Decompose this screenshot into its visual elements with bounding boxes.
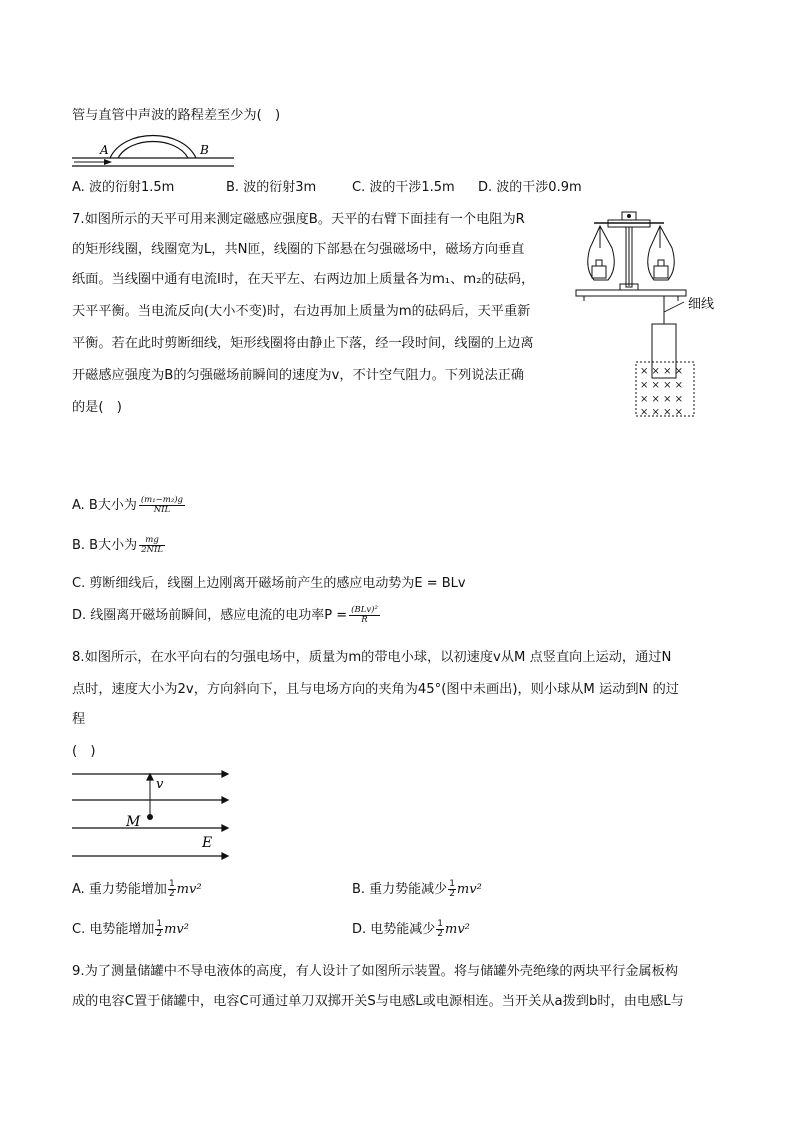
q6-option-b: B. 波的衍射3m bbox=[226, 180, 317, 195]
q8-line-4: ( ) bbox=[72, 744, 96, 759]
q9-line-2: 成的电容C置于储罐中，电容C可通过单刀双掷开关S与电感L或电源相连。当开关从a拨到b时，由电感L与 bbox=[72, 994, 684, 1009]
q6-label-a: A bbox=[100, 143, 109, 157]
svg-text:× × × ×: × × × × bbox=[640, 380, 684, 391]
q7-line-5: 平衡。若在此时剪断细线，矩形线圈将由静止下落，经一段时间，线圈的上边离 bbox=[72, 336, 534, 351]
q8-field-figure bbox=[72, 764, 232, 864]
q7-line-1: 7.如图所示的天平可用来测定磁感应强度B。天平的右臂下面挂有一个电阻为R bbox=[72, 212, 525, 227]
svg-text:× × × ×: × × × × bbox=[640, 366, 684, 377]
q7-line-7: 的是( ) bbox=[72, 400, 122, 415]
q7-option-c: C. 剪断细线后，线圈上边刚离开磁场前产生的感应电动势为E = BLv bbox=[72, 576, 466, 591]
q8-line-2: 点时，速度大小为2v，方向斜向下，且与电场方向的夹角为45°(图中未画出)，则小球从M 运动到N 的过 bbox=[72, 682, 679, 697]
q7-line-6: 开磁感应强度为B的匀强磁场前瞬间的速度为v，不计空气阻力。下列说法正确 bbox=[72, 368, 525, 383]
q7-line-2: 的矩形线圈，线圈宽为L，共N匝，线圈的下部悬在匀强磁场中，磁场方向垂直 bbox=[72, 242, 525, 257]
q7-balance-figure bbox=[572, 206, 732, 422]
q7-line-3: 纸面。当线圈中通有电流I时，在天平左、右两边加上质量各为m₁、m₂的砝码， bbox=[72, 272, 535, 287]
q6-option-c: C. 波的干涉1.5m bbox=[352, 180, 455, 195]
q8-line-1: 8.如图所示，在水平向右的匀强电场中，质量为m的带电小球，以初速度v从M 点竖直向上运动，通过N bbox=[72, 650, 672, 665]
q7-line-4: 天平平衡。当电流反向(大小不变)时，右边再加上质量为m的砝码后，天平重新 bbox=[72, 304, 531, 319]
q8-option-a: A. 重力势能增加 $\frac{1}{2}$ mv² bbox=[72, 879, 202, 899]
q8-option-d: D. 电势能减少 $\frac{1}{2}$ mv² bbox=[352, 919, 470, 939]
svg-text:× × × ×: × × × × bbox=[640, 394, 684, 405]
q8-label-m: M bbox=[126, 814, 141, 830]
q8-option-c: C. 电势能增加 $\frac{1}{2}$ mv² bbox=[72, 919, 189, 939]
q6-option-a: A. 波的衍射1.5m bbox=[72, 180, 175, 195]
svg-text:× × × ×: × × × × bbox=[640, 407, 684, 418]
q7-option-d: D. 线圈离开磁场前瞬间，感应电流的电功率P = $\frac{\text{(BLv)²}}{R}$ bbox=[72, 605, 378, 625]
q7-option-b: B. B大小为 $\frac{mg}{\text{2NIL}}$ bbox=[72, 535, 163, 555]
q8-option-b: B. 重力势能减少 $\frac{1}{2}$ mv² bbox=[352, 879, 482, 899]
q8-label-e: E bbox=[202, 835, 213, 851]
q6-label-b: B bbox=[200, 143, 209, 157]
q8-line-3: 程 bbox=[72, 712, 86, 727]
q7-option-a: A. B大小为 $\frac{\text{(m₁−m₂)g}}{\text{NIL}}$ bbox=[72, 495, 183, 515]
q7-thread-label: 细线 bbox=[688, 297, 715, 312]
q6-figure bbox=[72, 128, 237, 173]
q9-line-1: 9.为了测量储罐中不导电液体的高度，有人设计了如图所示装置。将与储罐外壳绝缘的两块平行金属板构 bbox=[72, 964, 679, 979]
q6-option-d: D. 波的干涉0.9m bbox=[478, 180, 582, 195]
q8-label-v: v bbox=[156, 777, 164, 792]
q6-stem-tail: 管与直管中声波的路程差至少为( ) bbox=[72, 108, 281, 123]
